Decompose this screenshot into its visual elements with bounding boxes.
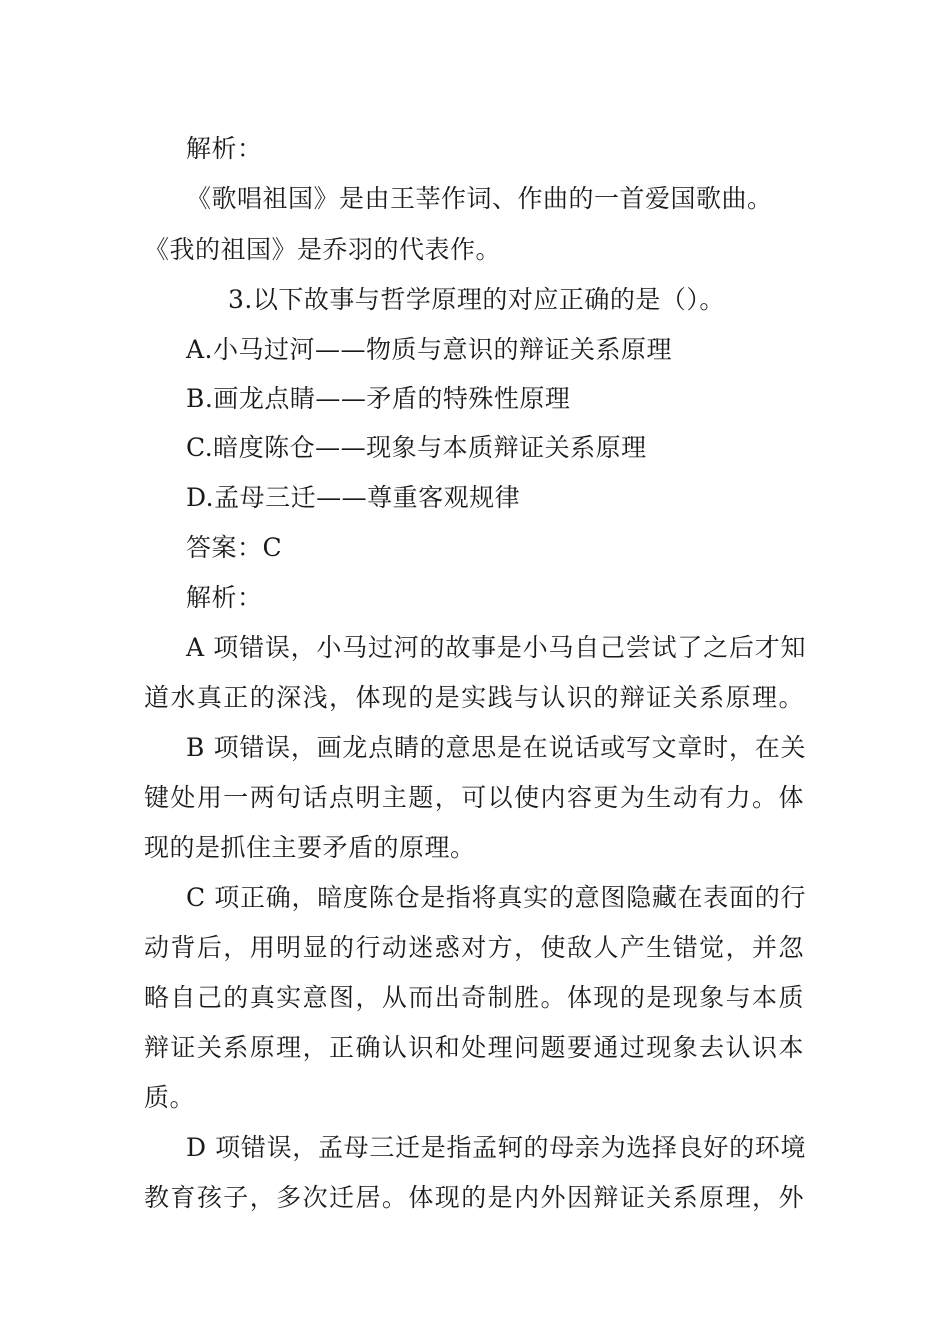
analysis-paragraph-line: C 项正确，暗度陈仓是指将真实的意图隐藏在表面的行 <box>186 883 806 912</box>
analysis-paragraph-line: 现的是抓住主要矛盾的原理。 <box>144 833 476 862</box>
analysis-paragraph-line: A 项错误，小马过河的故事是小马自己尝试了之后才知 <box>186 633 806 662</box>
analysis-text-line: 《我的祖国》是乔羽的代表作。 <box>144 235 502 264</box>
analysis-label: 解析： <box>186 134 263 163</box>
answer: 答案：C <box>186 533 283 562</box>
analysis-paragraph-line: 键处用一两句话点明主题，可以使内容更为生动有力。体 <box>144 783 804 812</box>
analysis-label: 解析： <box>186 583 263 612</box>
analysis-paragraph-line: 动背后，用明显的行动迷惑对方，使敌人产生错觉，并忽 <box>144 933 804 962</box>
analysis-paragraph-line: D 项错误，孟母三迁是指孟轲的母亲为选择良好的环境 <box>186 1133 806 1162</box>
analysis-paragraph-line: 略自己的真实意图，从而出奇制胜。体现的是现象与本质 <box>144 983 804 1012</box>
analysis-paragraph-line: 质。 <box>144 1083 196 1112</box>
option-c: C.暗度陈仓——现象与本质辩证关系原理 <box>186 433 647 462</box>
analysis-paragraph-line: 道水真正的深浅，体现的是实践与认识的辩证关系原理。 <box>144 683 804 712</box>
option-a: A.小马过河——物质与意识的辩证关系原理 <box>186 335 673 364</box>
option-d: D.孟母三迁——尊重客观规律 <box>186 483 521 512</box>
analysis-text-line: 《歌唱祖国》是由王莘作词、作曲的一首爱国歌曲。 <box>186 184 773 213</box>
analysis-paragraph-line: B 项错误，画龙点睛的意思是在说话或写文章时，在关 <box>186 733 806 762</box>
question-stem: 3.以下故事与哲学原理的对应正确的是（）。 <box>228 285 725 314</box>
analysis-paragraph-line: 教育孩子，多次迁居。体现的是内外因辩证关系原理，外 <box>144 1183 804 1212</box>
analysis-paragraph-line: 辩证关系原理，正确认识和处理问题要通过现象去认识本 <box>144 1033 804 1062</box>
option-b: B.画龙点睛——矛盾的特殊性原理 <box>186 384 571 413</box>
